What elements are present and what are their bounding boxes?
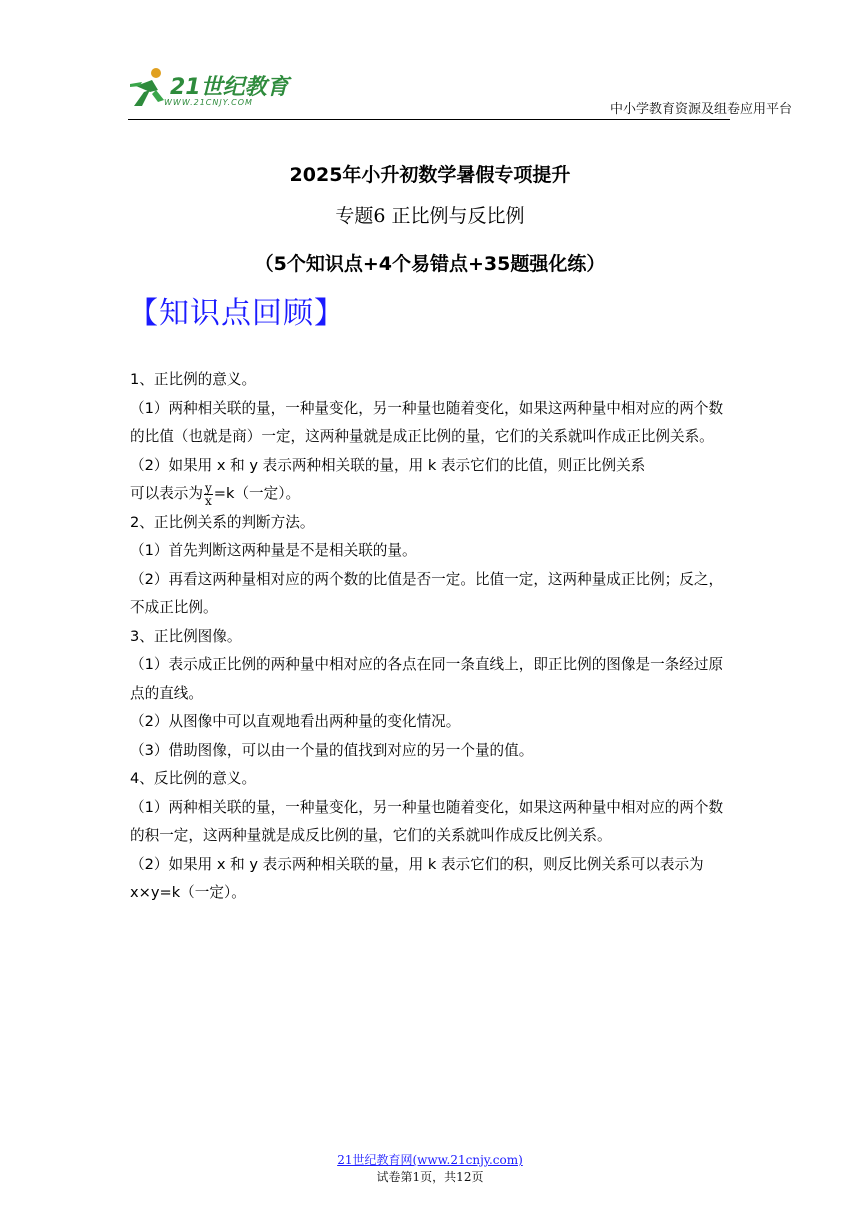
doc-topic: 专题6 正比例与反比例	[335, 205, 525, 227]
logo-wordmark: 21世纪教育	[170, 75, 289, 100]
page-number: 试卷第1页，共12页	[376, 1170, 484, 1184]
document-body	[130, 366, 730, 908]
doc-scope: （5个知识点+4个易错点+35题强化练）	[254, 253, 606, 275]
paragraph: （1）表示成正比例的两种量中相对应的各点在同一条直线上，即正比例的图像是一条经过原点的直线。	[130, 656, 724, 702]
platform-name: 中小学教育资源及组卷应用平台	[609, 102, 792, 117]
fraction	[204, 482, 213, 507]
paragraph: 4、反比例的意义。	[130, 770, 257, 787]
paragraph: （1）首先判断这两种量是不是相关联的量。	[130, 542, 417, 559]
paragraph: （2）如果用 x 和 y 表示两种相关联的量，用 k 表示它们的积，则反比例关系可以表示为 x×y=k（一定）。	[130, 855, 704, 901]
fraction-denominator: x	[204, 493, 212, 508]
paragraph: 1、正比例的意义。	[130, 371, 257, 388]
logo-url: WWW.21CNJY.COM	[164, 98, 253, 107]
fraction-numerator: y	[204, 480, 212, 495]
paragraph: （1）两种相关联的量，一种量变化，另一种量也随着变化，如果这两种量中相对应的两个数的比值（也就是商）一定，这两种量就是成正比例的量，它们的关系就叫作成正比例关系。	[130, 399, 724, 445]
section-heading: 【知识点回顾】	[128, 296, 345, 331]
paragraph: （1）两种相关联的量，一种量变化，另一种量也随着变化，如果这两种量中相对应的两个数的积一定，这两种量就是成反比例的量，它们的关系就叫作成反比例关系。	[130, 798, 724, 844]
page-header	[0, 0, 860, 120]
paragraph: （2）从图像中可以直观地看出两种量的变化情况。	[130, 713, 461, 730]
paragraph: （2）如果用 x 和 y 表示两种相关联的量，用 k 表示它们的比值，则正比例关系	[130, 456, 646, 474]
formula-suffix: =k（一定）。	[213, 485, 301, 502]
footer-link[interactable]: 21世纪教育网(www.21cnjy.com)	[337, 1153, 523, 1167]
paragraph: 3、正比例图像。	[130, 627, 242, 645]
formula-prefix: 可以表示为	[130, 485, 203, 502]
paragraph-formula	[130, 480, 730, 509]
paragraph: 2、正比例关系的判断方法。	[130, 513, 315, 531]
header-divider	[128, 119, 730, 120]
logo	[128, 66, 298, 116]
paragraph: （3）借助图像，可以由一个量的值找到对应的另一个量的值。	[130, 741, 534, 759]
doc-title: 2025年小升初数学暑假专项提升	[289, 164, 571, 186]
paragraph: （2）再看这两种量相对应的两个数的比值是否一定。比值一定，这两种量成正比例；反之，不成正比例。	[130, 570, 724, 616]
